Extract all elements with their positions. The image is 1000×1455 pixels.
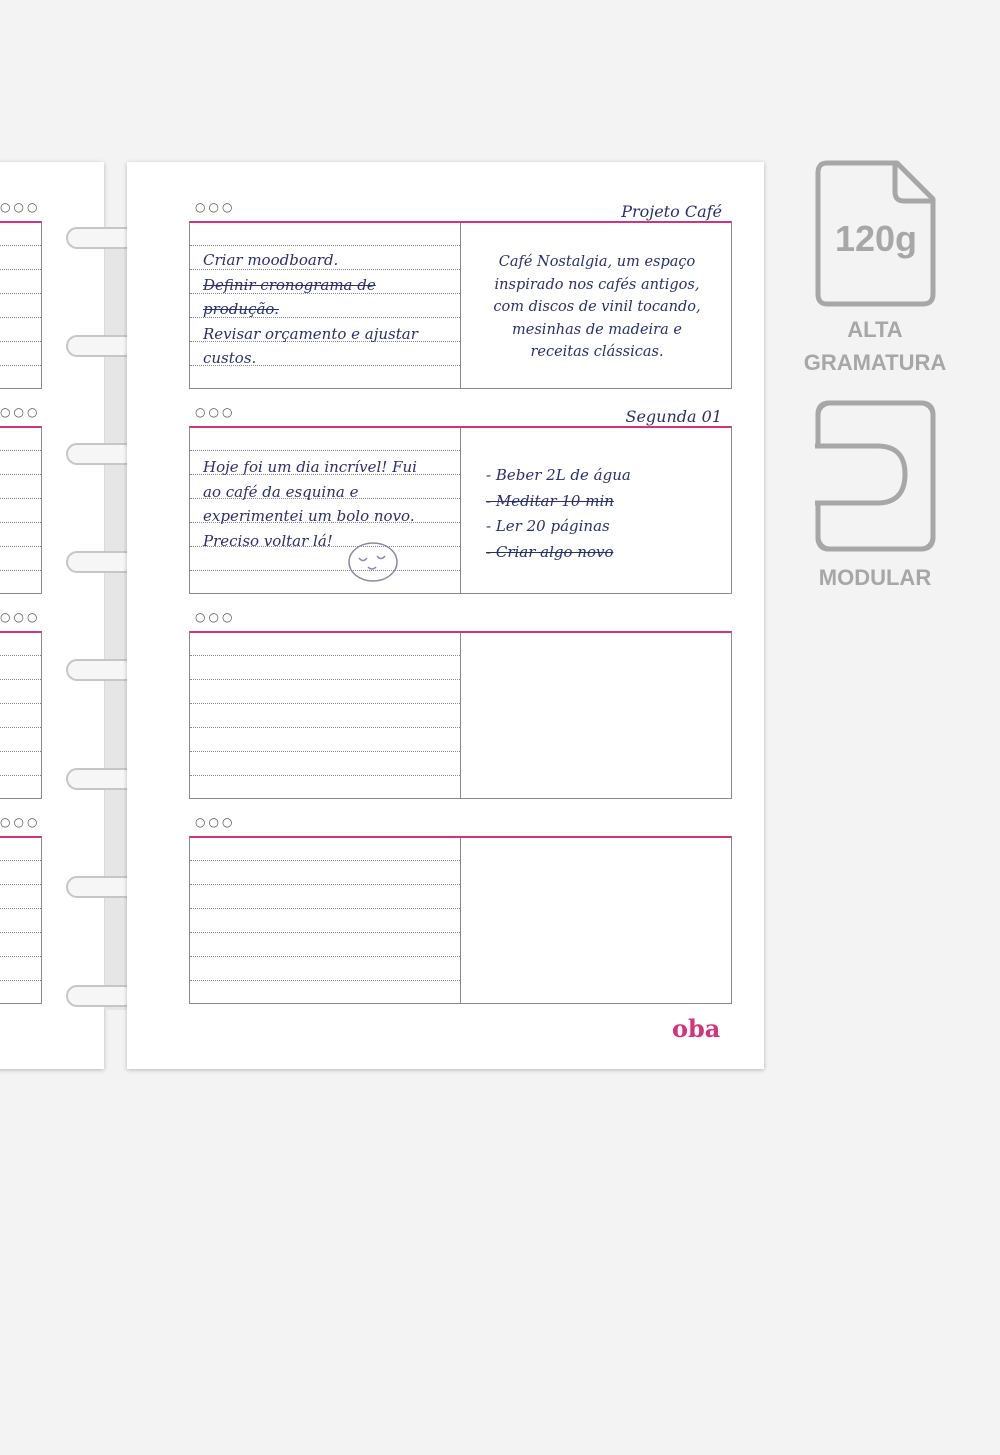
diary-line: Preciso voltar lá! — [203, 531, 333, 550]
block-title: Projeto Café — [621, 202, 722, 221]
weight-label-line-2: GRAMATURA — [803, 350, 947, 375]
left-page-block-4 — [0, 836, 42, 1004]
block-dots: ○○○ — [195, 405, 236, 419]
left-page-dots-4: ○○○ — [0, 815, 41, 829]
block-2-diary — [203, 455, 417, 553]
block-dots: ○○○ — [195, 815, 236, 829]
left-page-dots-1: ○○○ — [0, 200, 41, 214]
oba-logo: oba — [672, 1014, 721, 1043]
ruled-lines — [190, 633, 460, 798]
description-line: receitas clássicas. — [530, 344, 664, 360]
modular-tab-icon — [815, 400, 937, 552]
note-block-3[interactable] — [189, 631, 732, 799]
column-divider — [460, 428, 461, 593]
note-line: custos. — [203, 349, 257, 367]
diary-line: experimentei um bolo novo. — [203, 507, 415, 525]
note-block-2[interactable] — [189, 426, 732, 594]
note-block-1[interactable] — [189, 221, 732, 389]
column-divider — [460, 633, 461, 798]
diary-line: ao café da esquina e — [203, 482, 359, 501]
left-notebook-page — [0, 162, 104, 1069]
ruled-lines — [190, 838, 460, 1003]
todo-item: - Beber 2L de água — [486, 466, 631, 484]
todo-item-done: - Meditar 10 min — [486, 491, 614, 510]
smiley-doodle-icon — [346, 540, 400, 584]
description-line: Café Nostalgia, um espaço — [498, 254, 696, 270]
column-divider — [460, 838, 461, 1003]
description-line: inspirado nos cafés antigos, — [494, 276, 700, 293]
right-notebook-page — [127, 162, 764, 1069]
block-1-notes — [203, 248, 418, 371]
diary-line: Hoje foi um dia incrível! Fui — [203, 458, 417, 476]
block-2-todo-list — [486, 463, 631, 565]
left-page-dots-3: ○○○ — [0, 610, 41, 624]
block-1-description — [466, 251, 728, 364]
todo-item-done: - Criar algo novo — [486, 542, 614, 561]
block-title: Segunda 01 — [625, 407, 722, 426]
left-page-block-1 — [0, 221, 42, 389]
left-page-block-2 — [0, 426, 42, 594]
left-page-dots-2: ○○○ — [0, 405, 41, 419]
note-line-struck: Definir cronograma de — [203, 275, 376, 294]
note-line: Revisar orçamento e ajustar — [203, 324, 418, 343]
weight-label — [775, 313, 975, 379]
column-divider — [460, 223, 461, 388]
note-line-struck: produção. — [203, 300, 279, 318]
todo-item: - Ler 20 páginas — [486, 517, 610, 535]
note-block-4[interactable] — [189, 836, 732, 1004]
note-line: Criar moodboard. — [203, 251, 339, 269]
modular-label: MODULAR — [818, 565, 932, 590]
block-dots: ○○○ — [195, 200, 236, 214]
weight-value: 120g — [834, 218, 918, 259]
description-line: com discos de vinil tocando, — [493, 299, 701, 315]
block-dots: ○○○ — [195, 610, 236, 624]
description-line: mesinhas de madeira e — [512, 321, 682, 338]
weight-label-line-1: ALTA — [847, 317, 903, 342]
left-page-block-3 — [0, 631, 42, 799]
